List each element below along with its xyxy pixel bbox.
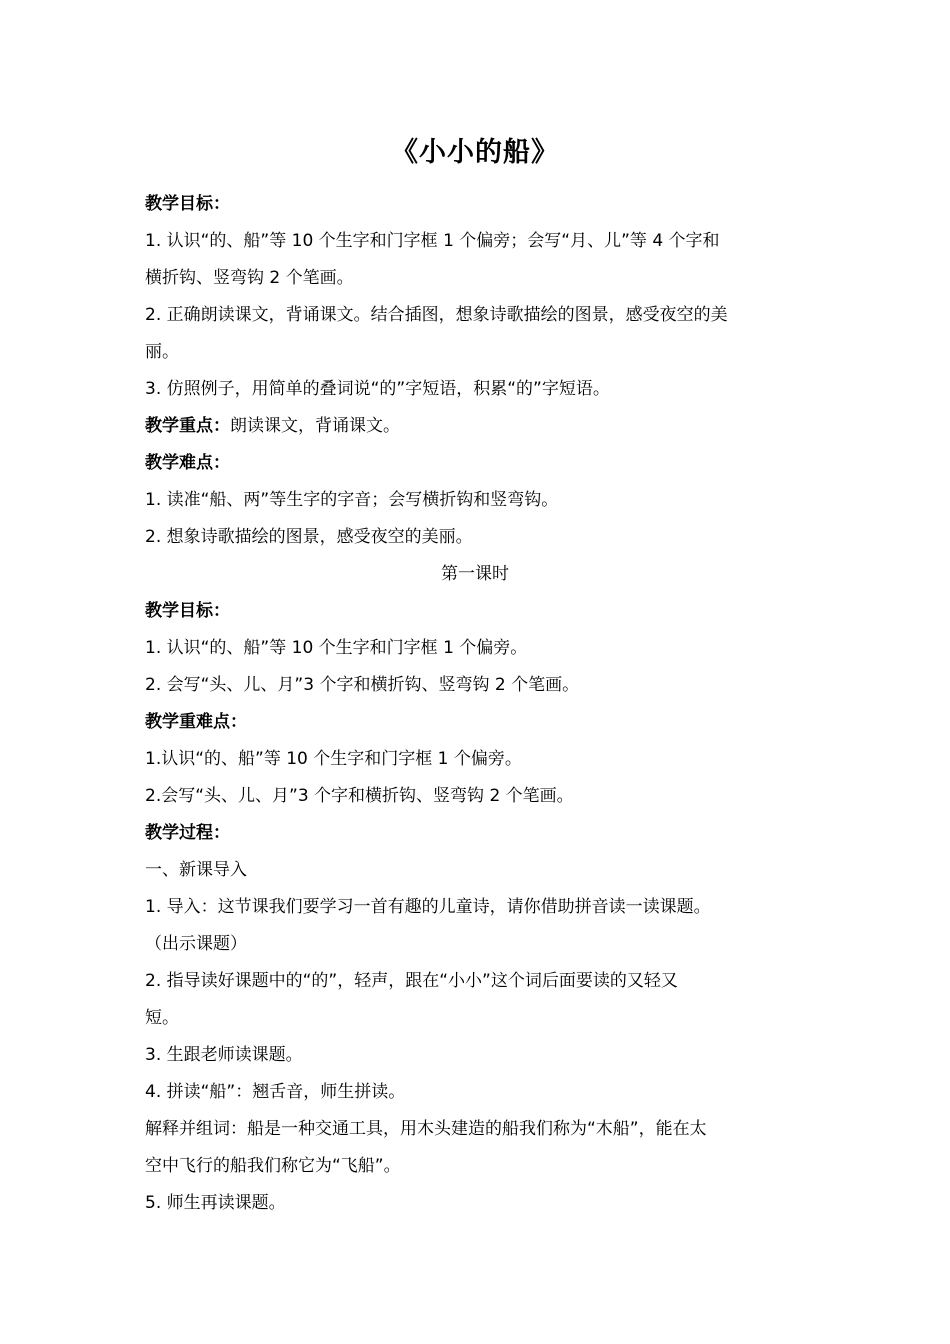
paragraph-line: 解释并组词：船是一种交通工具，用木头建造的船我们称为“木船”，能在太 [145,1119,707,1139]
section-heading: 教学重难点： [145,712,247,732]
key-point-line [145,408,805,445]
paragraph-line: 1. 读准“船、两”等生字的字音；会写横折钩和竖弯钩。 [145,490,559,510]
paragraph-line: 2. 指导读好课题中的“的”，轻声，跟在“小小”这个词后面要读的又轻又 [145,971,678,991]
section-heading: 教学难点： [145,453,230,473]
paragraph-line: 1. 认识“的、船”等 10 个生字和门字框 1 个偏旁。 [145,638,528,658]
document-content [145,128,805,1222]
paragraph-line: 丽。 [145,342,179,362]
key-point-label: 教学重点： [145,416,230,436]
paragraph-line: 短。 [145,1008,179,1028]
paragraph-line: （出示课题） [145,934,247,954]
paragraph-line: 2. 想象诗歌描绘的图景，感受夜空的美丽。 [145,527,473,547]
key-point-text: 朗读课文，背诵课文。 [230,416,400,436]
paragraph-line: 4. 拼读“船”：翘舌音，师生拼读。 [145,1082,406,1102]
paragraph-line: 3. 生跟老师读课题。 [145,1045,303,1065]
paragraph-line: 空中飞行的船我们称它为“飞船”。 [145,1156,401,1176]
document-title: 《小小的船》 [391,137,559,168]
section-heading: 教学目标： [145,601,230,621]
paragraph-line: 3. 仿照例子，用简单的叠词说“的”字短语，积累“的”字短语。 [145,379,610,399]
paragraph-line: 一、新课导入 [145,860,247,880]
paragraph-line: 5. 师生再读课题。 [145,1193,286,1213]
paragraph-line: 1. 导入：这节课我们要学习一首有趣的儿童诗，请你借助拼音读一读课题。 [145,897,711,917]
paragraph-line: 2. 会写“头、儿、月”3 个字和横折钩、竖弯钩 2 个笔画。 [145,675,580,695]
paragraph-line: 2.会写“头、儿、月”3 个字和横折钩、竖弯钩 2 个笔画。 [145,786,574,806]
paragraph-line: 2. 正确朗读课文，背诵课文。结合插图，想象诗歌描绘的图景，感受夜空的美 [145,305,728,325]
paragraph-line: 1.认识“的、船”等 10 个生字和门字框 1 个偏旁。 [145,749,522,769]
section-heading: 教学过程： [145,823,230,843]
lesson-subtitle: 第一课时 [441,564,509,584]
paragraph-line: 1. 认识“的、船”等 10 个生字和门字框 1 个偏旁；会写“月、儿”等 4 个字和 [145,231,720,251]
paragraph-line: 横折钩、竖弯钩 2 个笔画。 [145,268,354,288]
section-heading: 教学目标： [145,194,230,214]
